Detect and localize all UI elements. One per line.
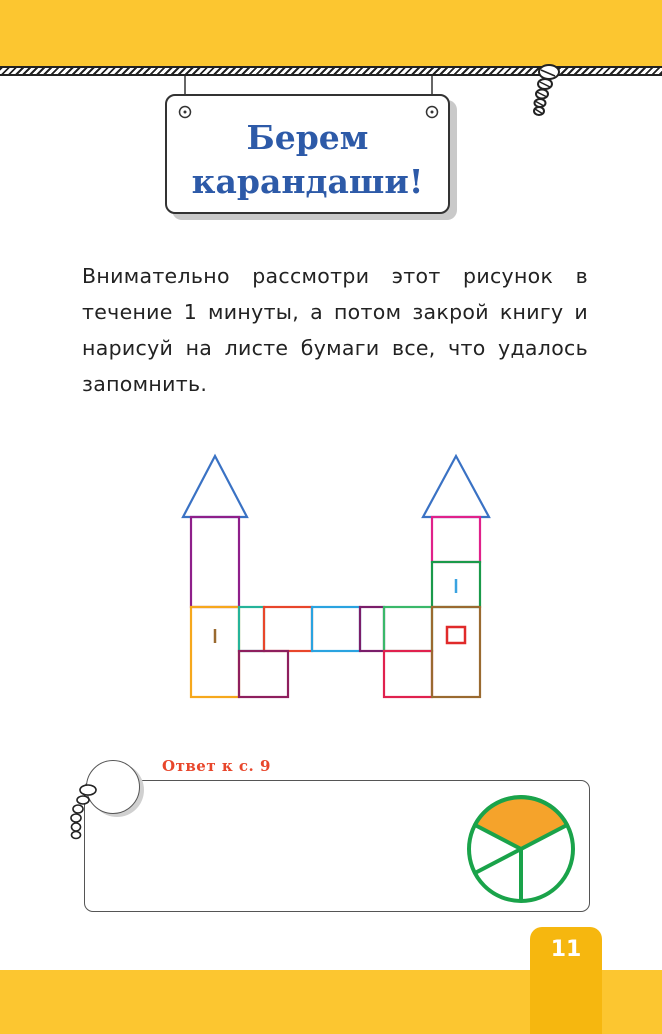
task-instruction: Внимательно рассмотри этот рисунок в течение 1 минуты, а потом закрой книгу и нарисуй на листе бумаги все, что удалось запомнить. (82, 264, 588, 396)
page-number: 11 (550, 937, 582, 962)
bridge-teal-1 (239, 607, 264, 651)
sign-pin-icon (177, 104, 193, 120)
tag-rope-icon (66, 780, 102, 842)
sign-pin-icon (424, 104, 440, 120)
left-gate (191, 607, 239, 697)
bridge-red (264, 607, 312, 651)
right-tower-top (432, 517, 480, 562)
answer-label: Ответ к с. 9 (162, 757, 271, 775)
left-roof-triangle (183, 456, 247, 517)
top-yellow-band (0, 0, 662, 66)
left-tower (191, 517, 239, 607)
title-sign (165, 94, 450, 214)
answer-pie (464, 795, 579, 905)
castle-picture (175, 450, 495, 705)
rope-knot-icon (525, 60, 575, 122)
right-base (432, 607, 480, 697)
lower-purple (239, 651, 288, 697)
right-roof-triangle (423, 456, 489, 517)
bridge-blue (312, 607, 360, 651)
lower-red (384, 651, 432, 697)
bridge-green (384, 607, 432, 651)
right-base-window (447, 627, 465, 643)
bridge-purple (360, 607, 384, 651)
page-title: Берем карандаши! (191, 118, 424, 201)
